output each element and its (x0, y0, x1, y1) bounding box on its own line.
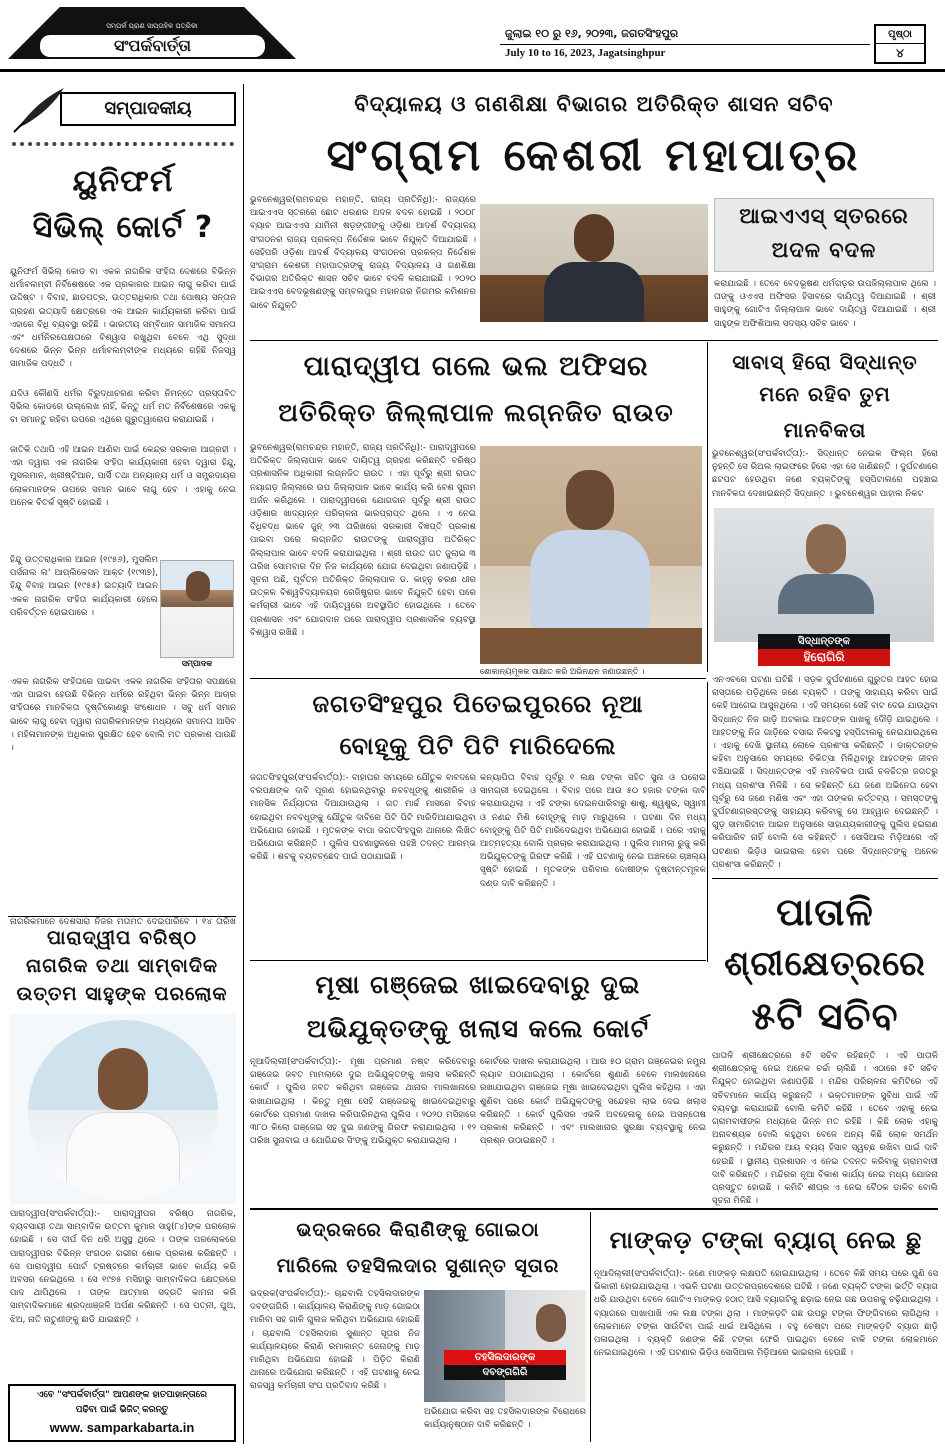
siddhant-photo-label (758, 634, 890, 668)
paradip-photo (480, 446, 702, 664)
bhadrak-headline-line2: ମାରିଲେ ତହସିଲଦାର ସୁଶାନ୍ତ ସୂତାର (276, 1255, 560, 1277)
promo-website[interactable]: www. samparkabarta.in (49, 1420, 195, 1435)
obituary-headline-line1: ପାରାଦ୍ୱୀପ ବରିଷ୍ଠ (46, 927, 198, 949)
page-number: ୪ (896, 46, 904, 60)
bhadrak-headline-line1: ଭଦ୍ରକରେ କିରାଣିଙ୍କୁ ଗୋଇଠା (296, 1219, 540, 1241)
editorial-headline-line1: ୟୁନିଫର୍ମ (72, 164, 174, 199)
promo-box (8, 1384, 236, 1442)
bottom-section-rule (250, 1208, 938, 1210)
siddhant-intro: ଭୁବନେଶ୍ୱର(ସଂପର୍କବାର୍ତ୍ତା):- ସିଦ୍ଧାନ୍ତ ନେଇକ ଫିଲ୍ମ ହିରୋ ନୁହନ୍ତି ସେ ରିଅଲ ଲାଇଫରେ ହିରୋ ଏହା ସେ ଜାଣିଛନ୍ତି । ଦୁର୍ଘଟଣାରେ ଛଟପଟ ହେଉଥିବା ଜଣେ ବ୍ୟକ୍ତିଙ୍କୁ ହସ୍ପିଟାଲରେ ପହଞ୍ଚାଇ ମାନବିକତା ଦେଖାଇଛନ୍ତି ସିଦ୍ଧାନ୍ତ । ଭୁବନେଶ୍ୱର ପାହାଲ ନିକଟ (712, 449, 938, 499)
siddhant-photo-label-line2: ହିରୋଗିରି (758, 649, 890, 666)
court-col1: ନୂଆଦିଲ୍ଲୀ(ସଂପର୍କବାର୍ତ୍ତା):- ମୂଷା ପ୍ରମାଣ ନଷ୍ଟ କରିଦେବାରୁ ଗଞ୍ଜେଇ ଜବତ ମାମଲାରେ ଦୁଇ ଅଭିଯୁକ୍ତଙ୍କୁ ଖଲାସ କରିଛନ୍ତି କୋର୍ଟ । ପୁଲିସ ଜବତ କରିଥିବା ଗଞ୍ଜେଇ ଥାନାର ମାଲଖାନାରେ ରଖାଯାଇଥିଲା । କିନ୍ତୁ ମୂଷା ସେହି ଗଞ୍ଜେଇକୁ ଖାଇଦେଇଥିବାରୁ କୋର୍ଟରେ ପ୍ରମାଣ ଦାଖଲ କରିପାରିନଥିଲା ପୁଲିସ । ୨୦୨୦ ମସିହାରେ ୩୮୦ କିଲୋ ଗଞ୍ଜେଇ ସହ ଦୁଇ ଜଣଙ୍କୁ ଗିରଫ କରାଯାଇଥିଲା । ୧୨ ତାରିଖ ସୁନାବାଇ ଓ ଯୋଗିନ୍ଦର ସିଂଙ୍କୁ ଅଭିଯୁକ୍ତ କରାଯାଇଥିଲା । (250, 1057, 476, 1147)
editor-photo (160, 560, 234, 658)
editor-photo-head (186, 571, 210, 601)
obituary-body: ପାରାଦ୍ୱୀପ(ସଂପର୍କବାର୍ତ୍ତା):- ପାରାଦ୍ୱୀପର ବରିଷ୍ଠ ନାଗରିକ, ବ୍ୟବସାୟୀ ତଥା ସାମ୍ବାଦିକ ଉତ୍ତମ କୁମାର ସାହୁ(୮୪)ଙ୍କ ପରଲୋକ ହୋଇଛି । ସେ ଦୀର୍ଘ ଦିନ ଧରି ଅସୁସ୍ଥ ଥିଲେ । ତାଙ୍କ ପରଲୋକରେ ପାରାଦ୍ୱୀପର ବିଭିନ୍ନ ସଂଗଠନ ଗଭୀର ଶୋକ ପ୍ରକାଶ କରିଛନ୍ତି । ସେ ପାରାଦ୍ୱୀପ ପୋର୍ଟ ଟ୍ରଷ୍ଟରେ କର୍ମଚାରୀ ଭାବେ କାର୍ଯ୍ୟ କରି ଅବସର ନେଇଥିଲେ । ସେ ୧୯୭୫ ମସିହାରୁ ସାମ୍ବାଦିକତା କ୍ଷେତ୍ରରେ ପାଦ ଥାପିଥିଲେ । ତାଙ୍କ ଆତ୍ମାର ସଦ୍‌ଗତି କାମନା କରି ସାମ୍ବାଦିକମାନେ ଶ୍ରଦ୍ଧାଞ୍ଜଳି ଅର୍ପଣ କରିଛନ୍ତି । ସେ ପତ୍ନୀ, ପୁଅ, ଝିଅ, ନାତି ନାତୁଣୀଙ୍କୁ ଛାଡି ଯାଇଛନ୍ତି । (10, 1209, 236, 1325)
siddhant-headline-line2: ମନେ ରହିବ ତୁମ (759, 382, 891, 406)
masthead-date-english: July 10 to 16, 2023, Jagatsinghpur (505, 47, 666, 59)
editorial-dotted-rule (12, 142, 234, 146)
obituary-photo (10, 1014, 236, 1204)
editorial-para5: ଏକକ ନାଗରିକ ସଂହିତାରେ ପାଇବା ଏକକ ନାଗରିକ ସଂହିତାର ସପକ୍ଷରେ ଏହା ପାଇବା ହେଉଛି ବିଭିନ୍ନ ଧର୍ମରେ ରହିଥିବା ଭିନ୍ନ ଭିନ୍ନ ଆଚାର ସଂହିତାରେ ମାନବିକତା ଦୃଷ୍ଟିକୋଣରୁ ସଂଶୋଧନ । ସବୁ ଧର୍ମ ସମାନ ଭାବେ ଲାଗୁ ହେବା ଦ୍ୱାରା ନାଗରିକମାନଙ୍କ ମଧ୍ୟରେ ସମାନତା ଆସିବ । ମହିଳାମାନଙ୍କ ଅଧିକାର ସୁରକ୍ଷିତ ହେବ ବୋଲି ମତ ପ୍ରକାଶ ପାଉଛି । (10, 677, 236, 754)
editorial-para2: ଯଦିଓ କୌଣସି ଧର୍ମର ବିରୁଦ୍ଧାଚରଣ କରିବା ନିମନ୍ତେ ପ୍ରସ୍ତାବିତ ସିଭିଲ କୋଡରେ ଉଲ୍ଲେଖ ନାହିଁ, କିନ୍ତୁ ଧର୍ମ ମତ ନିର୍ବିଶେଷରେ ଏକକୁ ବା ସମାନତୁ ରହିବା ଉପରେ ଏଥିରେ ଗୁରୁତ୍ୱାରୋପ କରାଯାଇଛି । (10, 389, 236, 426)
masthead (0, 0, 945, 68)
siddhant-photo-head (806, 524, 846, 574)
editorial-para6: ନାଗରିକମାନେ ଦେଶସାରା ନିଜର ମତାମତ ଦେଇପାରିବେ । ୧୪ ତାରିଖ (10, 917, 236, 926)
patali-body: ପାତାଳି ଶ୍ରୀକ୍ଷେତ୍ରରେ ୫ଟି ସଚିବ ରହିଛନ୍ତି । ଏହି ପାତାଳି ଶ୍ରୀକ୍ଷେତ୍ରକୁ ନେଇ ଅନେକ ଚର୍ଚ୍ଚା ଚାଲିଛି । ଏଠାରେ ୫ଟି ସଚିବ ନିଯୁକ୍ତ ହୋଇଥିବା ଜଣାପଡ଼ିଛି । ମନ୍ଦିର ପରିଚାଳନା କମିଟିରେ ଏହି ସଚିବମାନେ କାର୍ଯ୍ୟ କରୁଛନ୍ତି । ଭକ୍ତମାନଙ୍କ ସୁବିଧା ପାଇଁ ଏହି ବ୍ୟବସ୍ଥା କରାଯାଇଛି ବୋଲି କମିଟି କହିଛି । ତେବେ ଏହାକୁ ନେଇ ଗ୍ରାମବାସୀଙ୍କ ମଧ୍ୟରେ ଭିନ୍ନ ମତ ରହିଛି । କିଛି ଲୋକ ଏହାକୁ ଅନାବଶ୍ୟକ ବୋଲି କହୁଥିବା ବେଳେ ଅନ୍ୟ କିଛି ଲୋକ ସମର୍ଥନ କରୁଛନ୍ତି । ମନ୍ଦିରର ଆୟ ବ୍ୟୟ ହିସାବ ସ୍ୱଚ୍ଛ ରଖିବା ପାଇଁ ଦାବି ହେଉଛି । ସ୍ଥାନୀୟ ପ୍ରଶାସନ ଏ ନେଇ ତଦନ୍ତ କରିବାକୁ ଗ୍ରାମବାସୀ ଦାବି କରିଛନ୍ତି । ମନ୍ଦିରର ନୂଆ ବିକାଶ କାର୍ଯ୍ୟ ନେଇ ମଧ୍ୟ ଯୋଜନା ପ୍ରସ୍ତୁତ ହୋଇଛି । କମିଟି ଶୀଘ୍ର ଏ ନେଇ ବୈଠକ ଡାକିବ ବୋଲି ସୂଚନା ମିଳିଛି । (712, 1051, 938, 1207)
editorial-para4: ହିନ୍ଦୁ ଉତ୍ତରାଧିକାର ଆଇନ (୧୯୫୬), ମୁସଲିମ ପର୍ସନାଲ ଲ' ଆପ୍ଲିକେସନ ଆକ୍ଟ (୧୯୩୭), ହିନ୍ଦୁ ବିବାହ ଆଇନ (୧୯୫୫) ଇତ୍ୟାଦି ଆଇନ ଏକକ ନାଗରିକ ସଂହିତା କାର୍ଯ୍ୟକାରୀ ହେଲେ ପରିବର୍ତ୍ତନ ହୋଇପାରେ । (10, 555, 158, 618)
lead-sub-box (714, 198, 934, 272)
paradip-photo-body (530, 530, 650, 630)
court-col2: କୋର୍ଟରେ ଦାଖଲ କରାଯାଇଥିଲା । ଆଉ ୫୦ ଗ୍ରାମ ଗଞ୍ଜେଇର ନମୁନା ଲ୍ୟାବ ପଠାଯାଇଥିଲା । କୋର୍ଟରେ ଶୁଣାଣି ବେଳେ ମାଲଖାନାରେ ରଖାଯାଇଥିବା ଗଞ୍ଜେଇ ମୂଷା ଖାଇଦେଇଥିବା ପୁଲିସ କହିଥିଲା । ଏହା ଶୁଣିବା ପରେ କୋର୍ଟ ଅଭିଯୁକ୍ତଙ୍କୁ ସନ୍ଦେହର ଲାଭ ଦେଇ ଖଲାସ କରିଛନ୍ତି । କୋର୍ଟ ପୁଲିସର ଏଭଳି ଅବହେଳାକୁ ନେଇ ଅସନ୍ତୋଷ ପ୍ରକାଶ କରିଛନ୍ତି । ଏବଂ ମାଲଖାନାର ସୁରକ୍ଷା ବ୍ୟବସ୍ଥାକୁ ନେଇ ପ୍ରଶ୍ନ ଉଠାଇଛନ୍ତି । (480, 1057, 706, 1147)
paradip-photo-desk (480, 628, 702, 664)
bhadrak-photo-label-line1: ତହସିଲଦାରଙ୍କ (444, 1350, 566, 1365)
lead-sub-headline-line1: ଆଇଏଏସ୍ ସ୍ତରରେ (739, 204, 909, 228)
siddhant-headline-line1: ସାବାସ୍ ହିରୋ ସିଦ୍ଧାନ୍ତ (732, 350, 918, 374)
obituary-photo-head (98, 1048, 148, 1110)
siddhant-photo (714, 508, 934, 642)
jagatsinghpur-col2: କନ୍ୟାପିତା ବିବାହ ପୂର୍ବରୁ ୧ ଲକ୍ଷ ଟଙ୍କା ସହିତ ସୁନା ଓ ଘରୋଇ ସାମଗ୍ରୀ ଦେଇଥିଲେ । ବିବାହ ପରେ ଆଉ ୫୦ ହଜାର ଟଙ୍କା ଦାବି କରାଯାଉଥିଲା । ଏହି ଟଙ୍କା ଦେଇନପାରିବାରୁ ଶାଶୁ, ଶ୍ୱଶୁର, ସ୍ୱାମୀ ଓ ନଣନ୍ଦ ମିଶି ବୋହୂଙ୍କୁ ମାଡ଼ ମାରୁଥିଲେ । ଘଟଣା ଦିନ ମଧ୍ୟ ବୋହୂଙ୍କୁ ପିଟି ପିଟି ମାରିଦେଇଥିବା ଅଭିଯୋଗ ହୋଇଛି । ପରେ ଏହାକୁ ଆତ୍ମହତ୍ୟା ବୋଲି ପ୍ରଚାର କରାଯାଇଥିଲା । ପୁଲିସ ମାମଲା ରୁଜୁ କରି ଅଭିଯୁକ୍ତଙ୍କୁ ଗିରଫ କରିଛି । ଏହି ଘଟଣାକୁ ନେଇ ଅଞ୍ଚଳରେ ଚାଞ୍ଚଲ୍ୟ ସୃଷ୍ଟି ହୋଇଛି । ମୃତକଙ୍କ ପରିବାର ଦୋଷୀଙ୍କ ଦୃଷ୍ଟାନ୍ତମୂଳକ ଦଣ୍ଡ ଦାବି କରିଛନ୍ତି । (480, 773, 706, 889)
quill-icon (8, 84, 68, 134)
bhadrak-photo (424, 1290, 586, 1402)
paradip-headline-line2: ଅତିରିକ୍ତ ଜିଲ୍ଲାପାଳ ଲଗ୍ନଜିତ ରାଉତ (278, 398, 674, 427)
paradip-caption: ଶୋକାନ୍ୟମୂଳକ ସାକ୍ଷାତ କରି ଅଭିନନ୍ଦନ ଜଣାଉଛନ୍ତି । (480, 667, 645, 676)
paradip-photo-head (566, 470, 614, 530)
bhadrak-photo-label (444, 1350, 566, 1380)
jagatsinghpur-col1: ଜଗତସିଂହପୁର(ସଂପର୍କବାର୍ତ୍ତା):- ବାହାଘର ସମୟରେ ଯୌତୁକ ବାବଦରେ ବରପକ୍ଷଙ୍କ ଦାବି ପୂରଣ ହୋଇନଥିବାରୁ ନବବଧୂଙ୍କୁ ଶାରୀରିକ ଓ ମାନସିକ ନିର୍ଯ୍ୟାତନା ଦିଆଯାଉଥିଲା । ଗତ ମାର୍ଚ୍ଚ ମାସରେ ବିବାହ ହୋଇଥିବା ନବବଧୂଙ୍କୁ ଯୌତୁକ ଦାବିରେ ପିଟି ପିଟି ମାରିଦିଆଯାଇଥିବା ଅଭିଯୋଗ ହୋଇଛି । ମୃତକଙ୍କ ବାପା ଜଗତସିଂହପୁର ଥାନାରେ ଲିଖିତ ଅଭିଯୋଗ କରିଛନ୍ତି । ପୁଲିସ ଘଟଣାସ୍ଥଳରେ ପହଞ୍ଚି ତଦନ୍ତ ଆରମ୍ଭ କରିଛି । ଶବକୁ ବ୍ୟବଚ୍ଛେଦ ପାଇଁ ପଠାଯାଇଛି । (250, 773, 476, 863)
court-headline-line1: ମୂଷା ଗଞ୍ଜେଇ ଖାଇଦେବାରୁ ଦୁଇ (315, 970, 641, 999)
obituary-headline-line3: ଉତ୍ତମ ସାହୁଙ୍କ ପରଲୋକ (16, 983, 228, 1005)
lead-body-right: କରାଯାଇଛି । ତେବେ ବେଦଭୂଷଣ ଧର୍ମଗଡ଼ର ଉପଜିଲ୍ଲାପାଳ ଥିଲେ । ତାଙ୍କୁ ଓଏଏସ ଅଫିସର ହିସାବରେ ଦାୟିତ୍ୱ ଦିଆଯାଇଛି । ଶ୍ରୀ ସାହୁଙ୍କୁ ଗୋଟିଏ ଜିଲ୍ଲାପାଳ ଭାବେ ଦାୟିତ୍ୱ ଦିଆଯାଇଛି । ଶ୍ରୀ ସାହୁଙ୍କ ଅଫିଶିଆଲ ସଦସ୍ୟ ସଚିବ ଭାବେ । (714, 279, 936, 329)
editorial-headline-line2: ସିଭିଲ୍ କୋର୍ଟ ? (32, 210, 214, 245)
jagatsinghpur-bottom-rule (250, 960, 706, 961)
obituary-photo-body (66, 1112, 180, 1200)
lead-bottom-rule (250, 340, 938, 341)
editorial-title-bar (8, 84, 236, 136)
editorial-para1: ୟୁନିଫର୍ମ ସିଭିଲ୍ କୋଡ ବା ଏକକ ନାଗରିକ ସଂହିତା ଦେଶରେ ବିଭିନ୍ନ ଧର୍ମାବଲମ୍ବୀ ନିର୍ବିଶେଷରେ ଏକ ପ୍ରକାରର ଆଇନ ଲାଗୁ କରିବା ପାଇଁ ଉଦ୍ଦିଷ୍ଟ । ବିବାହ, ଛାଡପତ୍ର, ଉତ୍ତରାଧିକାର ତଥା ପୋଷ୍ୟ ସନ୍ତାନ ଗ୍ରହଣ ଇତ୍ୟାଦି କ୍ଷେତ୍ରରେ ଏକ ଆଇନ କାର୍ଯ୍ୟକାରୀ କରିବା ପାଇଁ ଏହାରେ ବିଧି ବ୍ୟବସ୍ଥା ରହିଛି । ଭାରତୀୟ ସମ୍ବିଧାନ ସାମାଜିକ ସମାନତା ଏବଂ ଧର୍ମନିରପେକ୍ଷତାରେ ବିଶ୍ୱାସ ରଖୁଥିବା ବେଳେ ଏଥି ସୁଦ୍ଧା ଦେଶରେ ଭିନ୍ନ ଭିନ୍ନ ଧର୍ମାବଲମ୍ବୀଙ୍କ ମଧ୍ୟରେ ରହିଛି ନିଜସ୍ୱ ସାମାଜିକ ପଦ୍ଧତି । (10, 267, 236, 370)
obituary-headline-line2: ନାଗରିକ ତଥା ସାମ୍ବାଦିକ (26, 955, 218, 977)
lead-photo-body (544, 262, 644, 322)
bhadrak-photo-head (536, 1304, 566, 1342)
lead-sub-headline-line2: ଅଦଳ ବଦଳ (771, 238, 877, 262)
bottom-divider-rule (590, 1212, 591, 1442)
jagatsinghpur-right-rule (707, 682, 708, 962)
masthead-date-rule (500, 44, 870, 45)
jagatsinghpur-headline-line2: ବୋହୂକୁ ପିଟି ପିଟି ମାରିଦେଲେ (339, 732, 617, 760)
patali-headline-line1: ପାତାଳି (776, 890, 874, 934)
money-headline: ମାଙ୍କଡ଼ ଟଙ୍କା ବ୍ୟାଗ୍ ନେଇ ଛୁ (609, 1226, 923, 1254)
page-number-box (874, 24, 926, 64)
siddhant-headline-line3: ମାନବିକତା (783, 418, 867, 442)
paradip-bottom-rule (250, 678, 706, 679)
paradip-body: ଭୁବନେଶ୍ୱର(ରାମଚନ୍ଦ୍ର ମହାନ୍ତି, ରାଜ୍ୟ ପ୍ରତିନିଧି):- ପାରାଦ୍ୱୀପରେ ଅତିରିକ୍ତ ଜିଲ୍ଲାପାଳ ଭାବେ ଦାୟିତ୍ୱ ଗ୍ରହଣ କରିଛନ୍ତି ବରିଷ୍ଠ ପ୍ରଶାସନିକ ଅଧିକାରୀ ଲଗ୍ନଜିତ ରାଉତ । ଏହା ପୂର୍ବରୁ ଶ୍ରୀ ରାଉତ ନୟାଗଡ଼ ଜିଲ୍ଲାରେ ଉପ ଜିଲ୍ଲାପାଳ ଭାବେ କାର୍ଯ୍ୟ କରି ବେଶ ସୁନାମ ଅର୍ଜନ କରିଥିଲେ । ପାରାଦ୍ୱୀପରେ ଯୋଗଦାନ ପୂର୍ବରୁ ଶ୍ରୀ ରାଉତ ଓଡ଼ିଶାର ଖାଦ୍ୟାନ୍ନ ପରିଚାଳନା ଭାରପ୍ରାପ୍ତ ଥିଲେ । ଏ ନେଇ ବିଧିବଦ୍ଧ ଭାବେ ଜୁନ୍ ୨୩ ତାରିଖରେ ସରକାରୀ ବିଜ୍ଞପ୍ତି ପ୍ରକାଶ ପାଇବା ପରେ ଲଗ୍ନଜିତ ରାଉତଙ୍କୁ ପାରାଦ୍ୱୀପ ଅତିରିକ୍ତ ଜିଲ୍ଲାପାଳ ଭାବେ ବଦଳି କରାଯାଇଥିଲା । ଶ୍ରୀ ରାଉତ ଗତ ଜୁଲାଇ ୩ ତାରିଖ ସୋମବାର ଦିନ ନିଜ କାର୍ଯ୍ୟରେ ଯୋଗ ଦେଇଥିବା ଜଣାପଡ଼ିଛି । ସୂଚନା ଅଛି, ପୂର୍ବତନ ଅତିରିକ୍ତ ଜିଲ୍ଲାପାଳ ଡ. କାହ୍ନୁ ଚରଣ ଧୀର ଉତ୍କଳ ବିଶ୍ୱବିଦ୍ୟାଳୟର ରେଜିଷ୍ଟ୍ରାର ଭାବେ ନିଯୁକ୍ତି ହେବା ପରେ କର୍ମଚାରୀ ଭାବେ ଏହି ଦାୟିତ୍ୱରେ ଅବସ୍ଥାପିତ ହୋଇଥିଲେ । ତେବେ ପ୍ରଶାସନ ଏବଂ ଯୋଗଦାନ ପରେ ପାରାଦ୍ୱୀପ ପ୍ରଶାସନିକ ବ୍ୟବସ୍ଥା ବିଶ୍ୱାସ ରଖିଛି । (250, 443, 476, 638)
bhadrak-photo-label-line2: ଦବଙ୍ଗଗିରି (444, 1365, 566, 1380)
siddhant-bottom-rule (712, 878, 938, 879)
lead-headline: ସଂଗ୍ରାମ କେଶରୀ ମହାପାତ୍ର (326, 130, 862, 181)
siddhant-photo-body (778, 574, 874, 614)
paradip-right-rule (707, 342, 708, 672)
lead-photo-head (574, 214, 614, 262)
promo-line1: ଏବେ "ସଂପର୍କବାର୍ତ୍ତା" ଆପଣଙ୍କ ହାତପାହାନ୍ତାରେ (37, 1390, 207, 1400)
masthead-tagline: ସମ୍ପର୍କ ପ୍ରାଣ ସାପ୍ତାହିକ ପତ୍ରିକା (106, 22, 198, 30)
patali-headline-line2: ଶ୍ରୀକ୍ଷେତ୍ରରେ (724, 944, 926, 984)
left-column-rule (243, 84, 244, 1444)
siddhant-body: ଏନଏଚରେ ଘଟଣା ଘଟିଛି । ସଡ଼କ ଦୁର୍ଘଟଣାରେ ଗୁରୁତର ଆହତ ହୋଇ ରାସ୍ତାରେ ପଡ଼ିଥିଲେ ଜଣେ ବ୍ୟକ୍ତି । ତାଙ୍କୁ ସାହାଯ୍ୟ କରିବା ପାଇଁ କେହି ଆଗେଇ ଆସୁନଥିଲେ । ଏହି ସମୟରେ ସେହି ବାଟ ଦେଇ ଯାଉଥିବା ସିଦ୍ଧାନ୍ତ ନିଜ ଗାଡ଼ି ଅଟକାଇ ଆହତଙ୍କ ପାଖକୁ ଦୌଡ଼ି ଯାଇଥିଲେ । ଆହତଙ୍କୁ ନିଜ ଗାଡ଼ିରେ ବସାଇ ନିକଟସ୍ଥ ହସ୍ପିଟାଲକୁ ନେଇଯାଇଥିଲେ । ଏହାକୁ ଦେଖି ସ୍ଥାନୀୟ ଲୋକେ ପ୍ରଶଂସା କରିଛନ୍ତି । ଡାକ୍ତରଙ୍କ କହିବା ଅନୁସାରେ ସମୟରେ ଚିକିତ୍ସା ମିଳିଥିବାରୁ ଆହତଙ୍କ ଜୀବନ ବଞ୍ଚିଯାଇଛି । ସିଦ୍ଧାନ୍ତଙ୍କ ଏହି ମାନବିକତା ପାଇଁ ଚଳଚ୍ଚିତ୍ର ଜଗତରୁ ମଧ୍ୟ ପ୍ରଶଂସା ମିଳିଛି । ସେ କହିଛନ୍ତି ଯେ ଜଣେ ଅଭିନେତା ହେବା ପୂର୍ବରୁ ସେ ଜଣେ ମଣିଷ ଏବଂ ଏହା ତାଙ୍କର କର୍ତ୍ତବ୍ୟ । ସମସ୍ତଙ୍କୁ ଦୁର୍ଘଟଣାଗ୍ରସ୍ତଙ୍କୁ ସାହାଯ୍ୟ କରିବାକୁ ସେ ଆହ୍ୱାନ ଦେଇଛନ୍ତି । ଗୁଡ଼ ସାମାରିଟାନ ଆଇନ ଅନୁସାରେ ସାହାଯ୍ୟକାରୀଙ୍କୁ ପୁଲିସ ହଇରାଣ କରିପାରିବ ନାହିଁ ବୋଲି ସେ କହିଛନ୍ତି । ସୋସିଆଲ ମିଡ଼ିଆରେ ଏହି ଘଟଣାର ଭିଡ଼ିଓ ଭାଇରାଲ ହେବା ପରେ ସିଦ୍ଧାନ୍ତଙ୍କୁ ଅନେକ ପ୍ରଶଂସା କରିଛନ୍ତି । (712, 675, 938, 870)
lead-body-left: ଭୁବନେଶ୍ୱର(ରାମଚନ୍ଦ୍ର ମହାନ୍ତି, ରାଜ୍ୟ ପ୍ରତିନିଧି):- ରାଜ୍ୟରେ ଆଇଏଏସ ସ୍ତରରେ ଛୋଟ ଧରଣର ଅଦଳ ବଦଳ ହୋଇଛି । ୨୦୦୮ ବ୍ୟାଚ ଆଇଏଏସ ଯାମିନୀ ଷଡ଼ଙ୍ଗୀଙ୍କୁ ଓଡ଼ିଶା ଆଦର୍ଶ ବିଦ୍ୟାଳୟ ସଂଗଠନର ରାଜ୍ୟ ପ୍ରକଳ୍ପ ନିର୍ଦ୍ଦେଶକ ଭାବେ ନିଯୁକ୍ତି ଦିଆଯାଇଛି । ସେହିପରି ଓଡ଼ିଶା ଆଦର୍ଶ ବିଦ୍ୟାଳୟ ସଂଗଠନର ପ୍ରକଳ୍ପ ନିର୍ଦ୍ଦେଶକ ସଂଗ୍ରାମ କେଶରୀ ମହାପାତ୍ରଙ୍କୁ ରାଜ୍ୟ ବିଦ୍ୟାଳୟ ଓ ଗଣଶିକ୍ଷା ବିଭାଗର ଅତିରିକ୍ତ ଶାସନ ସଚିବ ଭାବେ ବଦଳି କରାଯାଇଛି । ୨୦୨୦ ଆଇଏଏସ ବେଦଭୂଷଣଙ୍କୁ ସମ୍ବଲପୁର ମହାନଗର ନିଗମର କମିଶନର ଭାବେ ନିଯୁକ୍ତି (250, 195, 476, 311)
masthead-logo-text: ସଂପର୍କବାର୍ତ୍ତା (40, 35, 265, 57)
jagatsinghpur-headline-line1: ଜଗତସିଂହପୁର ପିତେଇପୁରରେ ନୂଆ (312, 690, 644, 718)
masthead-rule (0, 69, 945, 72)
paradip-headline-line1: ପାରାଦ୍ୱୀପ ଗଲେ ଭଲ ଅଫିସର (303, 351, 649, 382)
patali-headline-line3: ୫ଟି ସଚିବ (751, 994, 899, 1038)
editorial-para3: ଜାତିକି ତଥାପି ଏହି ଆଇନ ଆଣିବା ପାଇଁ କେନ୍ଦ୍ର ସରକାର ଆଗ୍ରହୀ । ଏହା ଦ୍ୱାରା ଏକ ନାଗରିକ ସଂହିତା କାର୍ଯ୍ୟକାରୀ ହେବା ଦ୍ୱାରା ହିନ୍ଦୁ, ମୁସଲମାନ, ଖ୍ରୀଷ୍ଟିଆନ, ପାର୍ସି ତଥା ଅନ୍ୟାନ୍ୟ ଧର୍ମ ଓ ସମ୍ପ୍ରଦାୟର ଲୋକମାନଙ୍କ ଉପରେ ସମାନ ଭାବେ ଲାଗୁ ହେବ । ଏହାକୁ ନେଇ ଅନେକ ବିତର୍କ ସୃଷ୍ଟି ହୋଇଛି । (10, 445, 236, 508)
lead-photo-caption-line (480, 324, 708, 338)
money-body: ନୂଆଦିଲ୍ଲୀ(ସଂପର୍କବାର୍ତ୍ତା):- ଜଣେ ମାଙ୍କଡ଼ ଲକ୍ଷପତି ହୋଇଯାଇଥିଲା । ତେବେ କିଛି ସମୟ ପରେ ପୁଣି ସେ ଭିକାରୀ ହୋଇଯାଇଥିଲା । ଏଭଳି ଘଟଣା ଉତ୍ତରପ୍ରଦେଶରେ ଘଟିଛି । ଜଣେ ବ୍ୟକ୍ତି ଟଙ୍କା ଭର୍ତ୍ତି ବ୍ୟାଗ ଧରି ଯାଉଥିବା ବେଳେ ଗୋଟିଏ ମାଙ୍କଡ଼ ହଠାତ୍ ଆସି ବ୍ୟାଗଟିକୁ ଛଡ଼ାଇ ନେଇ ଗଛ ଉପରକୁ ଚଢ଼ିଯାଇଥିଲା । ବ୍ୟାଗରେ ପାଖାପାଖି ଏକ ଲକ୍ଷ ଟଙ୍କା ଥିଲା । ମାଙ୍କଡ଼ଟି ଗଛ ଉପରୁ ଟଙ୍କା ଫିଙ୍ଗିବାରେ ଲାଗିଥିଲା । ଲୋକମାନେ ଟଙ୍କା ସାଉଁଟିବା ପାଇଁ ଧାଇଁ ଆସିଥିଲେ । ବହୁ ଚେଷ୍ଟା ପରେ ମାଙ୍କଡ଼ଟି ବ୍ୟାଗ ଛାଡ଼ି ପଳାଇଥିଲା । ବ୍ୟକ୍ତି ଜଣଙ୍କ କିଛି ଟଙ୍କା ଫେରି ପାଇଥିବା ବେଳେ ବାକି ଟଙ୍କା ଲୋକମାନେ ନେଇଯାଇଥିଲେ । ଏହି ଘଟଣାର ଭିଡ଼ିଓ ସୋସିଆଲ ମିଡ଼ିଆରେ ଭାଇରାଲ ହେଉଛି । (594, 1269, 938, 1359)
court-headline-line2: ଅଭିଯୁକ୍ତଙ୍କୁ ଖଲାସ କଲେ କୋର୍ଟ (306, 1014, 650, 1043)
editor-photo-caption: ସମ୍ପାଦକ (181, 659, 213, 668)
editorial-bottom-rule (8, 916, 236, 917)
promo-line2: ପଢିବା ପାଇଁ ଭିଜିଟ୍ କରନ୍ତୁ (75, 1405, 169, 1415)
page-label: ପୃଷ୍ଠା (876, 26, 924, 44)
lead-photo (480, 204, 708, 322)
bhadrak-caption: ଅଭିଯୋଗ କରିବା ସହ ତହସିଲଦାରଙ୍କ ବିରୋଧରେ କାର୍ଯ୍ୟାନୁଷ୍ଠାନ ଦାବି କରିଛନ୍ତି । (424, 1407, 586, 1431)
lead-kicker: ବିଦ୍ୟାଳୟ ଓ ଗଣଶିକ୍ଷା ବିଭାଗର ଅତିରିକ୍ତ ଶାସନ ସଚିବ (354, 92, 834, 116)
bhadrak-body: ଭଦ୍ରକ(ସଂପର୍କବାର୍ତ୍ତା):- ଚାନ୍ଦବାଲି ତହସିଲଦାରଙ୍କ ଦବଙ୍ଗଗିରି । କାର୍ଯ୍ୟାଳୟ କିରାଣିଙ୍କୁ ମାଡ଼ ଗୋଇଠା ମାରିବା ସହ ଗାଳି ଗୁଲଜ କରିଥିବା ଅଭିଯୋଗ ହୋଇଛି । ଚାନ୍ଦବାଲି ତହସିଲଦାର ସୁଶାନ୍ତ ସୂତାର ନିଜ କାର୍ଯ୍ୟାଳୟରେ କିରାଣି ରମାକାନ୍ତ ଜେନାଙ୍କୁ ମାଡ଼ ମାରିଥିବା ଅଭିଯୋଗ ହୋଇଛି । ପିଡ଼ିତ କିରାଣି ଥାନାରେ ଅଭିଯୋଗ କରିଛନ୍ତି । ଏହି ଘଟଣାକୁ ନେଇ ରାଜସ୍ୱ କର୍ମଚାରୀ ସଂଘ ପ୍ରତିବାଦ କରିଛି । (250, 1289, 420, 1392)
masthead-date-odia: ଜୁଲାଇ ୧୦ ରୁ ୧୬, ୨୦୨୩, ଜଗତସିଂହପୁର (505, 27, 679, 40)
obituary-photo-circle (28, 1020, 218, 1200)
siddhant-photo-label-line1: ସିଦ୍ଧାନ୍ତଙ୍କ (758, 634, 890, 649)
editorial-section-title: ସମ୍ପାଦକୀୟ (60, 92, 236, 126)
